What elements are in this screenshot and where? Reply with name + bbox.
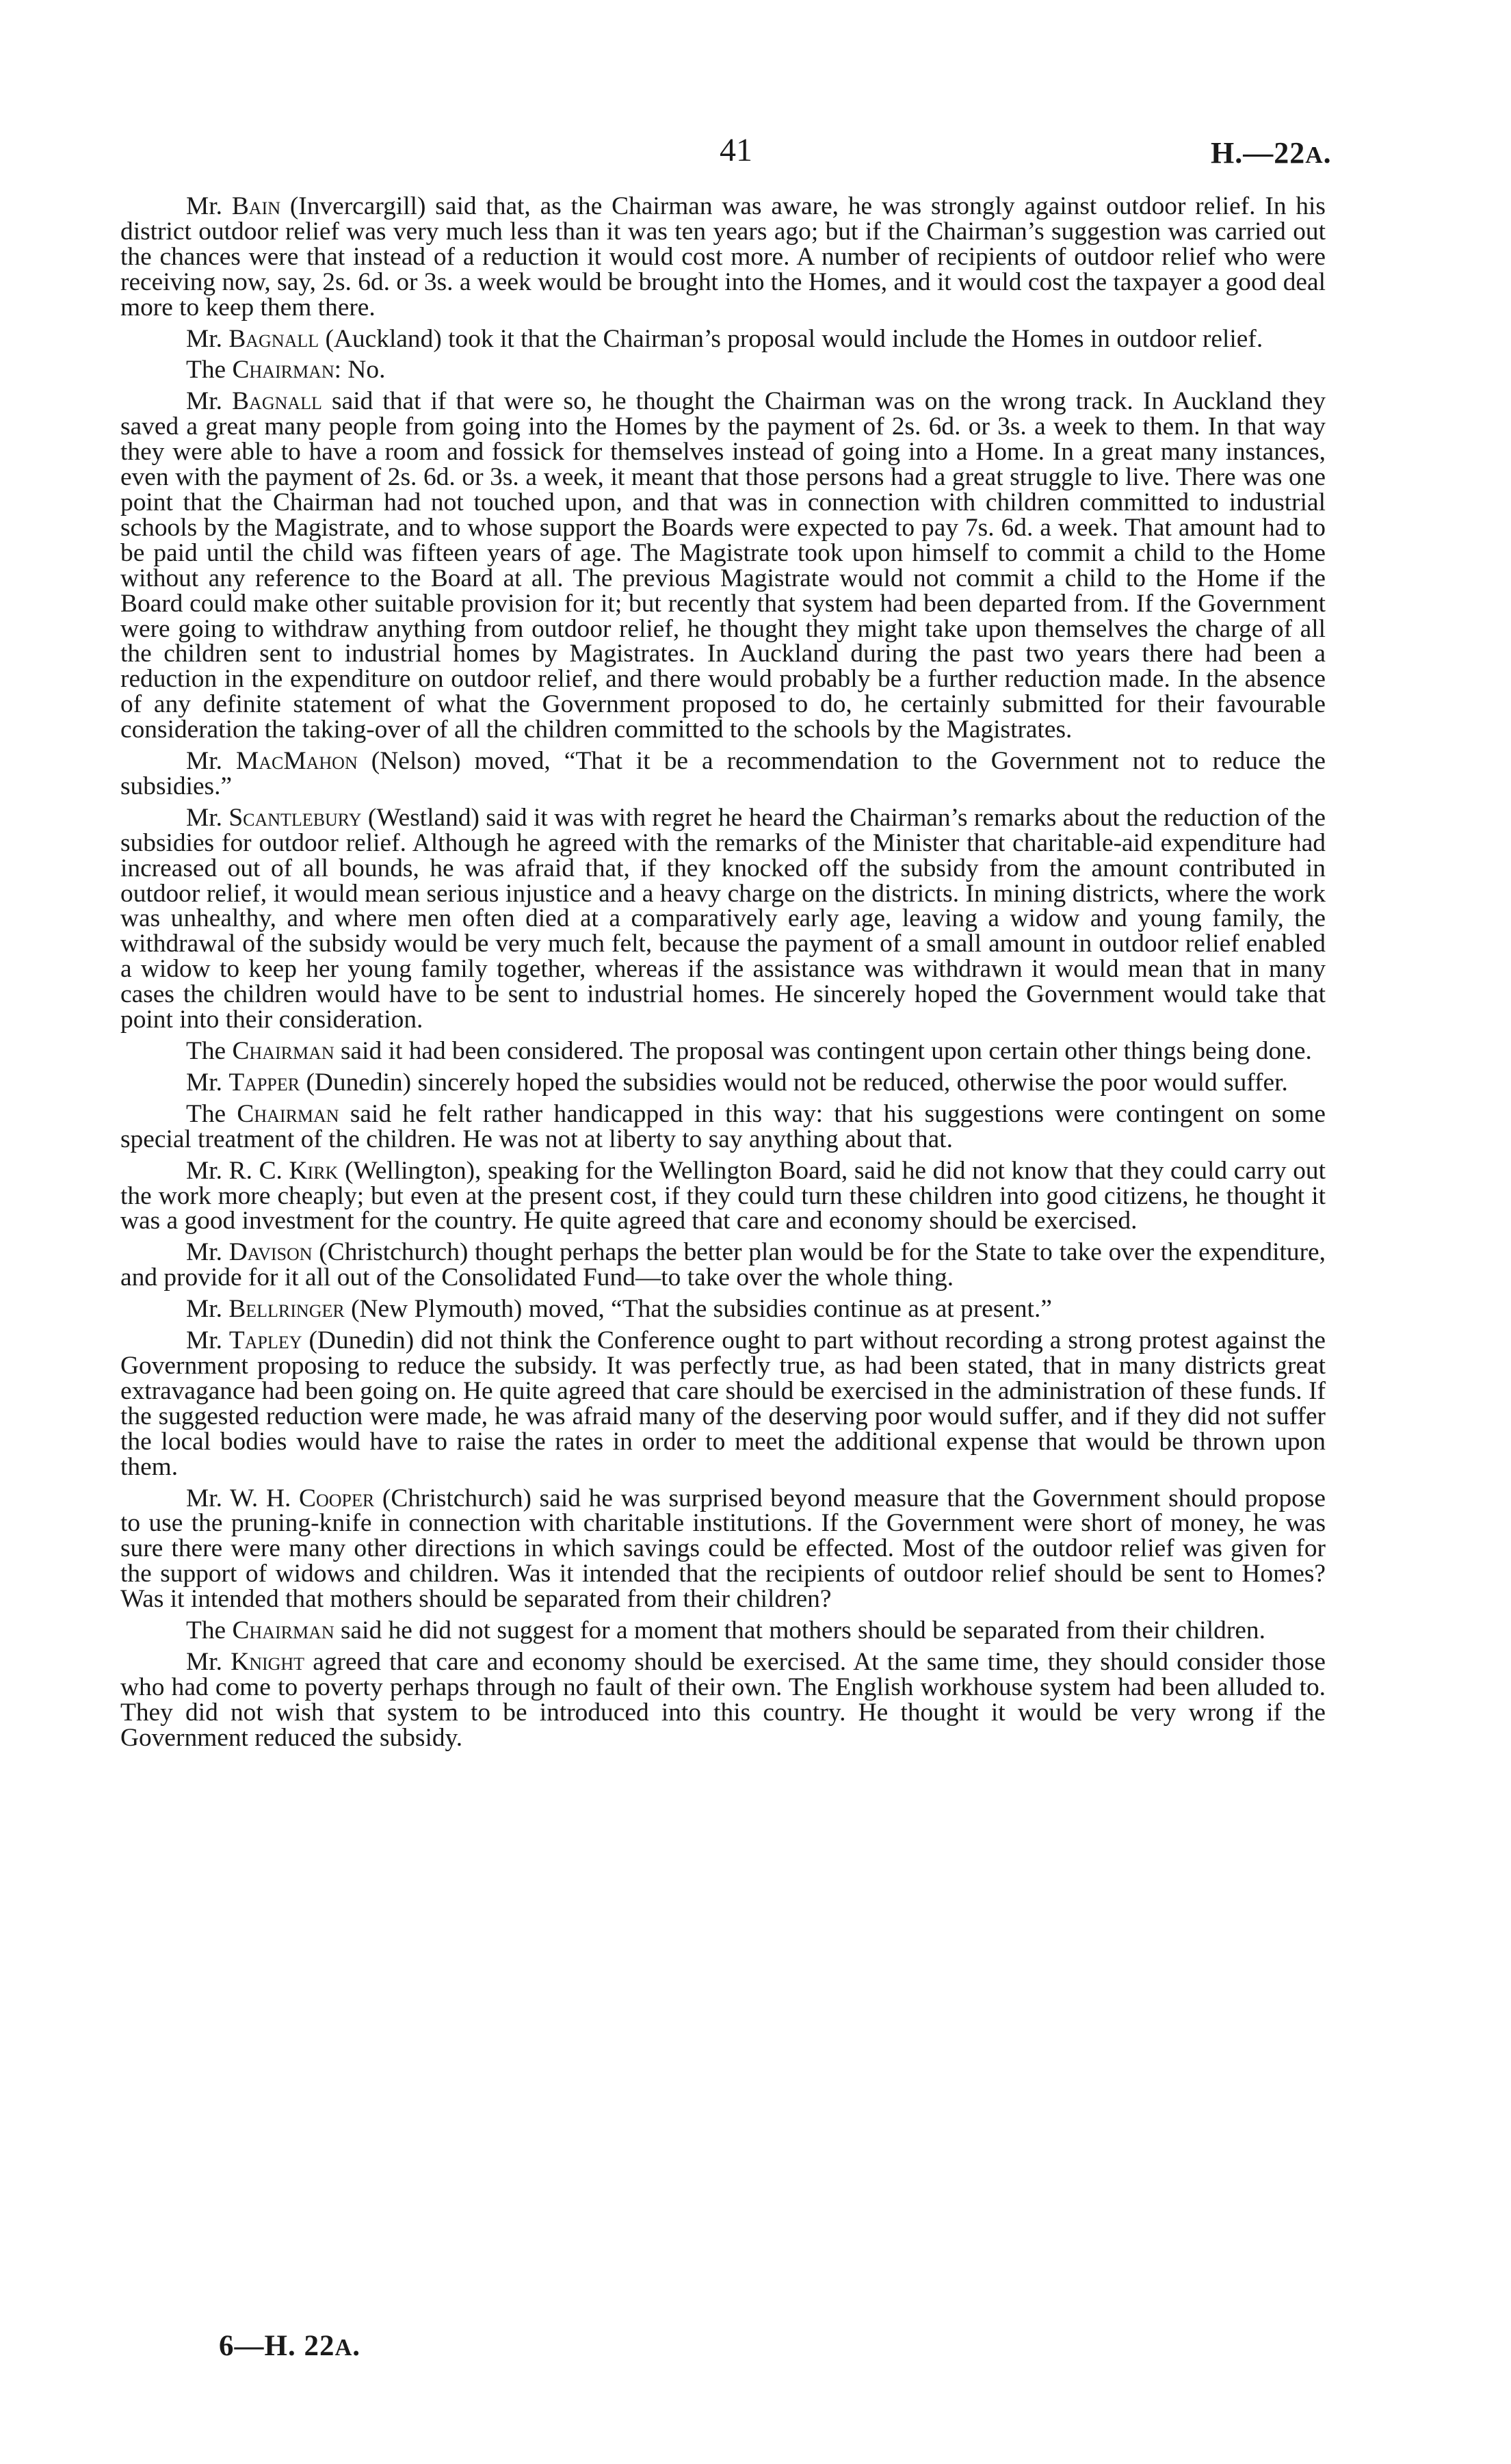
speaker-name: Kirk	[289, 1156, 339, 1185]
paragraph-text: (Christchurch) thought perhaps the better plan would be for the State to take over the expenditure, and provide for it all out of the Consolidated Fund—to take over the whole thing.	[120, 1238, 1326, 1292]
speaker-name: Chairman	[237, 1099, 339, 1128]
speaker-name: Davison	[228, 1238, 313, 1267]
paragraph-text: (Wellington), speaking for the Wellington Board, said he did not know that they could carry out the work more cheaply; but even at the present cost, if they could turn these children into good citizens, he thought it was a good investment for the country. He quite agreed that care and economy should be exercised.	[120, 1156, 1326, 1235]
speaker-name: Tapper	[228, 1068, 300, 1097]
paragraph-text: said that if that were so, he thought the Chairman was on the wrong track. In Auckland they saved a great many people from going into the Homes by the payment of 2s. 6d. or 3s. a week to them. In that way they were able to have a room and fossick for themselves instead of going into a Home. In a great many instances, even with the payment of 2s. 6d. or 3s. a week, it meant that those persons had a great struggle to live. There was one point that the Chairman had not touched upon, and that was in connection with children committed to industrial schools by the Magistrate, and to whose support the Boards were expected to pay 7s. 6d. a week. That amount had to be paid until the child was fifteen years of age. The Magistrate took upon himself to commit a child to the Home without any reference to the Board at all. The previous Magistrate would not commit a child to the Home if the Board could make other suitable provision for it; but recently that system had been departed from. If the Government were going to withdraw anything from outdoor relief, he thought they might take upon themselves the charge of all the children sent to industrial homes by Magistrates. In Auckland during the past two years there had been a reduction in the expenditure on outdoor relief, and there would probably be a further reduction made. In the absence of any definite statement of what the Government proposed to do, he certainly submitted for their favourable consideration the taking-over of all the children committed to the schools by the Magistrates.	[120, 387, 1326, 744]
speaker-name: Tapley	[228, 1326, 302, 1355]
speaker-name: Chairman	[232, 1616, 334, 1645]
speaker-name: Chairman	[232, 1037, 334, 1065]
paragraph	[120, 389, 1326, 743]
paragraph-text: said he did not suggest for a moment that mothers should be separated from their children.	[334, 1616, 1265, 1645]
paragraph	[120, 358, 1326, 383]
paragraph	[120, 1328, 1326, 1480]
document-reference-suffix: A	[1305, 142, 1324, 168]
paragraph-text: (Christchurch) said he was surprised beyond measure that the Government should propose to use the pruning-knife in connection with charitable institutions. If the Government were short of money, he was sure there were many other directions in which savings could be effected. Most of the outdoor relief was given for the support of widows and children. Was it intended that the recipients of outdoor relief should be sent to Homes? Was it intended that mothers should be separated from their children?	[120, 1484, 1326, 1614]
paragraph	[120, 1099, 1326, 1153]
document-reference	[1211, 135, 1332, 170]
speaker-prefix: The	[186, 1616, 233, 1645]
speaker-prefix: Mr.	[186, 1326, 229, 1355]
signature-main: 6—H. 22	[219, 2330, 335, 2362]
signature-end: .	[352, 2330, 361, 2362]
speaker-name: Bagnall	[228, 324, 319, 353]
speaker-name: Chairman	[232, 356, 334, 384]
paragraph	[120, 324, 1326, 353]
document-reference-end: .	[1323, 136, 1332, 170]
paragraph-text: said it had been considered. The proposal was contingent upon certain other things being done.	[334, 1037, 1312, 1065]
paragraph-text: (New Plymouth) moved, “That the subsidies continue as at present.”	[344, 1295, 1052, 1324]
paragraph-text: (Auckland) took it that the Chairman’s proposal would include the Homes in outdoor relief.	[319, 324, 1263, 353]
speaker-name: Bellringer	[228, 1295, 345, 1324]
speaker-prefix: Mr.	[186, 192, 232, 220]
paragraph	[120, 1068, 1326, 1097]
speaker-name: Cooper	[299, 1484, 375, 1512]
paragraph-text: said he felt rather handicapped in this way: that his suggestions were contingent on some special treatment of the children. He was not at liberty to say anything about that.	[120, 1099, 1326, 1153]
speaker-prefix: The	[186, 1037, 233, 1065]
signature-mark	[219, 2329, 360, 2363]
paragraph	[120, 1486, 1326, 1613]
speaker-prefix: Mr. R. C.	[186, 1156, 289, 1185]
speaker-prefix: Mr.	[186, 1647, 231, 1676]
page-number: 41	[720, 132, 752, 168]
paragraph-text: : No.	[334, 356, 386, 384]
signature-suffix: A	[334, 2335, 353, 2361]
speaker-prefix: Mr.	[186, 747, 237, 776]
paragraph-text: (Dunedin) did not think the Conference ought to part without recording a strong protest against the Government proposing to reduce the subsidy. It was perfectly true, as had been stated, that in many districts great extravagance had been going on. He quite agreed that care should be exercised in the administration of these funds. If the suggested reduction were made, he was afraid many of the deserving poor would suffer, and if they did not suffer the local bodies would have to raise the rates in order to meet the additional expense that would be thrown upon them.	[120, 1326, 1326, 1481]
paragraph	[120, 1039, 1326, 1064]
speaker-prefix: The	[186, 1099, 237, 1128]
speaker-name: Scantlebury	[228, 803, 362, 832]
paragraph	[120, 1618, 1326, 1644]
speaker-prefix: Mr. W. H.	[186, 1484, 300, 1512]
paragraph-text: (Westland) said it was with regret he heard the Chairman’s remarks about the reduction of the subsidies for outdoor relief. Although he agreed with the remarks of the Minister that charitable-aid expenditure had increased out of all bounds, he was afraid that, if they knocked off the subsidy from the amount contributed in outdoor relief, it would mean serious injustice and a heavy charge on the districts. In mining districts, where the work was unhealthy, and where men often died at a comparatively early age, leaving a widow and young family, the withdrawal of the subsidy would be very much felt, because the payment of a small amount in outdoor relief enabled a widow to keep her young family together, whereas if the assistance was withdrawn it would mean that in many cases the children would have to be sent to industrial homes. He sincerely hoped the Government would take that point into their consideration.	[120, 803, 1326, 1034]
paragraph	[120, 1297, 1326, 1322]
paragraph-text: (Nelson) moved, “That it be a recommendation to the Government not to reduce the subsidies.”	[120, 747, 1326, 800]
speaker-prefix: Mr.	[186, 324, 229, 353]
document-reference-main: H.—22	[1211, 136, 1306, 170]
paragraph	[120, 194, 1326, 321]
speaker-prefix: Mr.	[186, 1238, 229, 1267]
paragraph	[120, 1647, 1326, 1752]
paragraph	[120, 749, 1326, 800]
speaker-name: Bagnall	[232, 387, 322, 416]
speaker-prefix: Mr.	[186, 1295, 229, 1324]
speaker-prefix: The	[186, 356, 233, 384]
speaker-name: Knight	[231, 1647, 305, 1676]
proceedings-text	[120, 194, 1326, 1757]
speaker-prefix: Mr.	[186, 1068, 229, 1097]
speaker-prefix: Mr.	[186, 803, 229, 832]
paragraph	[120, 803, 1326, 1034]
paragraph-text: (Invercargill) said that, as the Chairman was aware, he was strongly against outdoor relief. In his district outdoor relief was very much less than it was ten years ago; but if the Chairman’s suggestion was carried out the chances were that instead of a reduction it would cost more. A number of recipients of outdoor relief who were receiving now, say, 2s. 6d. or 3s. a week would be brought into the Homes, and it would cost the taxpayer a good deal more to keep them there.	[120, 192, 1326, 322]
paragraph-text: agreed that care and economy should be exercised. At the same time, they should consider those who had come to poverty perhaps through no fault of their own. The English workhouse system had been alluded to. They did not wish that system to be introduced into this country. He thought it would be very wrong if the Government reduced the subsidy.	[120, 1647, 1326, 1752]
paragraph	[120, 1240, 1326, 1291]
speaker-prefix: Mr.	[186, 387, 233, 416]
speaker-name: MacMahon	[236, 747, 358, 776]
speaker-name: Bain	[231, 192, 280, 220]
paragraph-text: (Dunedin) sincerely hoped the subsidies would not be reduced, otherwise the poor would suffer.	[300, 1068, 1288, 1097]
paragraph	[120, 1156, 1326, 1235]
